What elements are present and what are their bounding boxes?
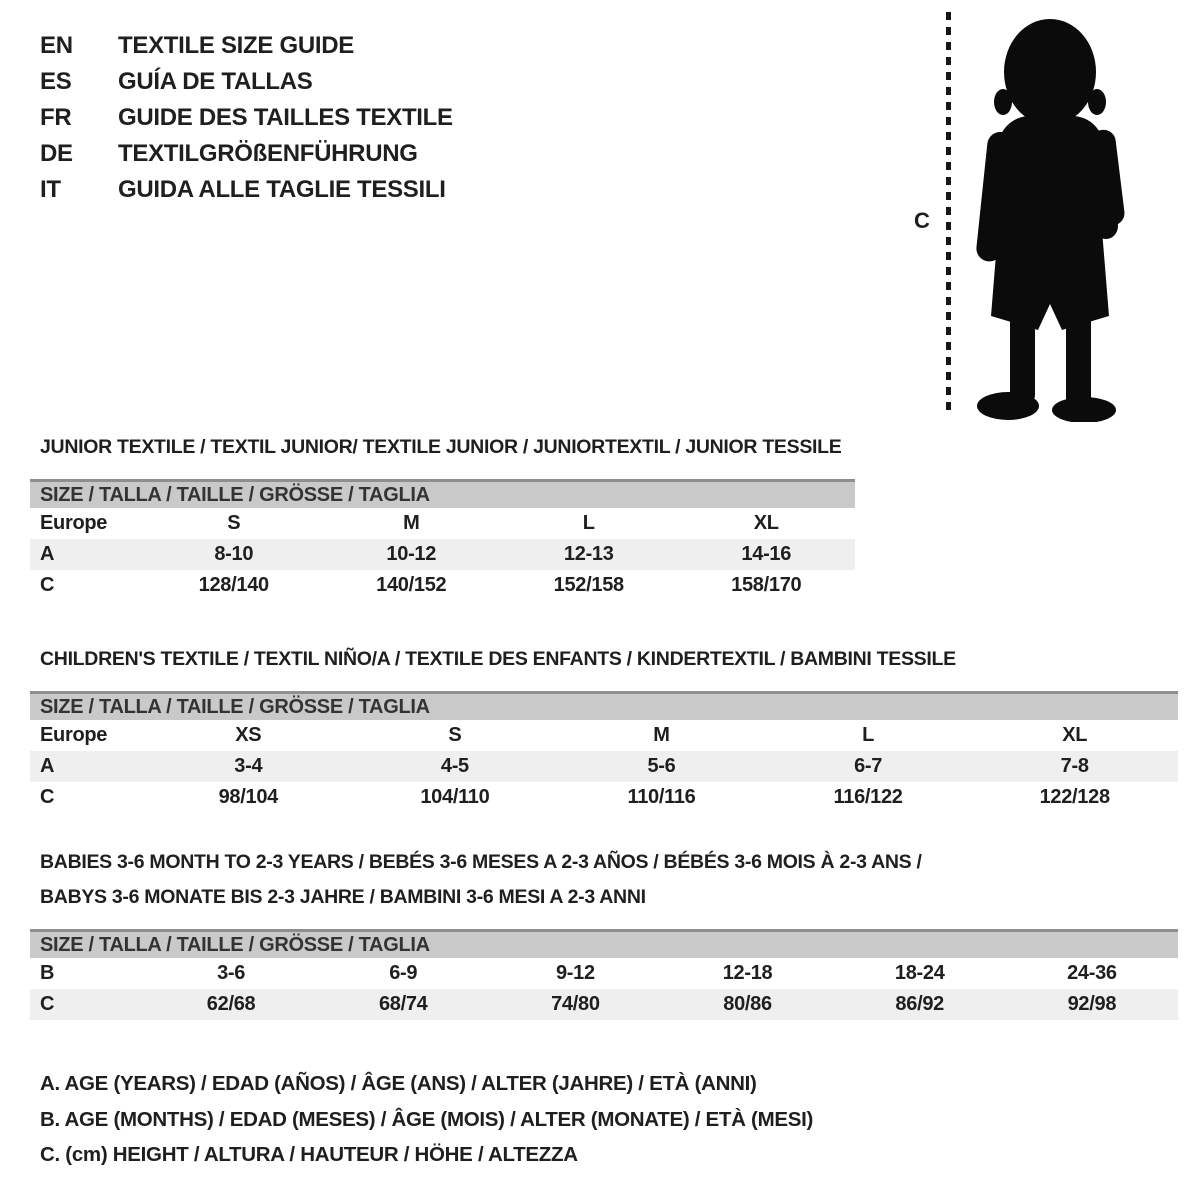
language-code: FR <box>40 104 72 131</box>
cell-value: 14-16 <box>741 543 792 565</box>
language-title: GUIDE DES TAILLES TEXTILE <box>118 104 453 131</box>
babies-textile-section <box>30 845 1178 1020</box>
row-label: C <box>40 786 55 808</box>
cell-value: 110/116 <box>627 786 696 808</box>
row-label: Europe <box>40 724 108 746</box>
language-row <box>40 136 453 172</box>
junior-textile-section <box>30 430 855 601</box>
section-title: BABYS 3-6 MONATE BIS 2-3 JAHRE / BAMBINI 3-6 MESI A 2-3 ANNI <box>40 886 646 908</box>
cell-value: 98/104 <box>218 786 278 808</box>
cell-value: 9-12 <box>555 962 595 984</box>
section-title: JUNIOR TEXTILE / TEXTIL JUNIOR/ TEXTILE JUNIOR / JUNIORTEXTIL / JUNIOR TESSILE <box>40 436 842 458</box>
size-table <box>30 720 1178 813</box>
table-row <box>30 958 1178 989</box>
language-row <box>40 100 453 136</box>
table-row <box>30 720 1178 751</box>
language-code: DE <box>40 140 73 167</box>
size-table-header: SIZE / TALLA / TAILLE / GRÖSSE / TAGLIA <box>30 929 1178 958</box>
row-label: B <box>40 962 55 984</box>
language-title: TEXTILE SIZE GUIDE <box>118 32 354 59</box>
language-row <box>40 64 453 100</box>
cell-value: 92/98 <box>1067 993 1117 1015</box>
row-label: Europe <box>40 512 108 534</box>
height-measure-label: C <box>914 208 930 233</box>
size-table-header: SIZE / TALLA / TAILLE / GRÖSSE / TAGLIA <box>30 479 855 508</box>
footnotes <box>40 1066 813 1173</box>
cell-value: 18-24 <box>894 962 945 984</box>
cell-value: 74/80 <box>551 993 600 1015</box>
cell-value: S <box>448 724 462 746</box>
cell-value: M <box>403 512 420 534</box>
cell-value: 86/92 <box>895 993 944 1015</box>
section-title: CHILDREN'S TEXTILE / TEXTIL NIÑO/A / TEXTILE DES ENFANTS / KINDERTEXTIL / BAMBINI TESSILE <box>40 648 956 670</box>
language-title: TEXTILGRÖßENFÜHRUNG <box>118 140 418 167</box>
cell-value: 128/140 <box>198 574 269 596</box>
cell-value: 152/158 <box>553 574 624 596</box>
language-code: IT <box>40 176 61 203</box>
language-code: EN <box>40 32 73 59</box>
row-label: A <box>40 755 55 777</box>
cell-value: XL <box>753 512 779 534</box>
table-row <box>30 539 855 570</box>
cell-value: 3-4 <box>234 755 263 777</box>
language-row <box>40 28 453 64</box>
table-row <box>30 570 855 601</box>
cell-value: XL <box>1062 724 1088 746</box>
language-code: ES <box>40 68 72 95</box>
size-table <box>30 958 1178 1020</box>
children-textile-section <box>30 642 1178 813</box>
cell-value: L <box>582 512 595 534</box>
cell-value: 24-36 <box>1067 962 1117 984</box>
row-label: C <box>40 993 55 1015</box>
cell-value: 12-18 <box>722 962 773 984</box>
size-table <box>30 508 855 601</box>
cell-value: XS <box>235 724 262 746</box>
cell-value: 116/122 <box>833 786 903 808</box>
cell-value: 12-13 <box>563 543 614 565</box>
cell-value: 158/170 <box>731 574 802 596</box>
footnote: A. AGE (YEARS) / EDAD (AÑOS) / ÂGE (ANS) / ALTER (JAHRE) / ETÀ (ANNI) <box>40 1072 757 1095</box>
height-measure-dashed-line <box>946 12 951 416</box>
cell-value: 8-10 <box>214 543 254 565</box>
footnote: C. (cm) HEIGHT / ALTURA / HAUTEUR / HÖHE / ALTEZZA <box>40 1143 578 1166</box>
cell-value: 62/68 <box>206 993 256 1015</box>
language-row <box>40 172 453 208</box>
table-row <box>30 989 1178 1020</box>
cell-value: 5-6 <box>647 755 676 777</box>
language-header <box>40 28 453 208</box>
row-label: A <box>40 543 55 565</box>
size-table-header: SIZE / TALLA / TAILLE / GRÖSSE / TAGLIA <box>30 691 1178 720</box>
cell-value: 140/152 <box>376 574 447 596</box>
language-title: GUÍA DE TALLAS <box>118 68 313 95</box>
section-title: BABIES 3-6 MONTH TO 2-3 YEARS / BEBÉS 3-6 MESES A 2-3 AÑOS / BÉBÉS 3-6 MOIS À 2-3 ANS / <box>40 851 922 873</box>
language-title: GUIDA ALLE TAGLIE TESSILI <box>118 176 446 203</box>
cell-value: 80/86 <box>723 993 772 1015</box>
cell-value: 6-7 <box>854 755 883 777</box>
cell-value: L <box>862 724 875 746</box>
cell-value: 6-9 <box>389 962 418 984</box>
table-row <box>30 508 855 539</box>
table-row <box>30 782 1178 813</box>
cell-value: S <box>227 512 241 534</box>
cell-value: 4-5 <box>440 755 469 777</box>
toddler-silhouette-icon <box>958 10 1148 422</box>
cell-value: 104/110 <box>420 786 490 808</box>
cell-value: 10-12 <box>386 543 437 565</box>
cell-value: 68/74 <box>378 993 428 1015</box>
cell-value: 7-8 <box>1060 755 1089 777</box>
table-row <box>30 751 1178 782</box>
cell-value: 3-6 <box>217 962 246 984</box>
footnote: B. AGE (MONTHS) / EDAD (MESES) / ÂGE (MOIS) / ALTER (MONATE) / ETÀ (MESI) <box>40 1107 814 1131</box>
cell-value: 122/128 <box>1039 786 1110 808</box>
row-label: C <box>40 574 55 596</box>
cell-value: M <box>653 724 670 746</box>
